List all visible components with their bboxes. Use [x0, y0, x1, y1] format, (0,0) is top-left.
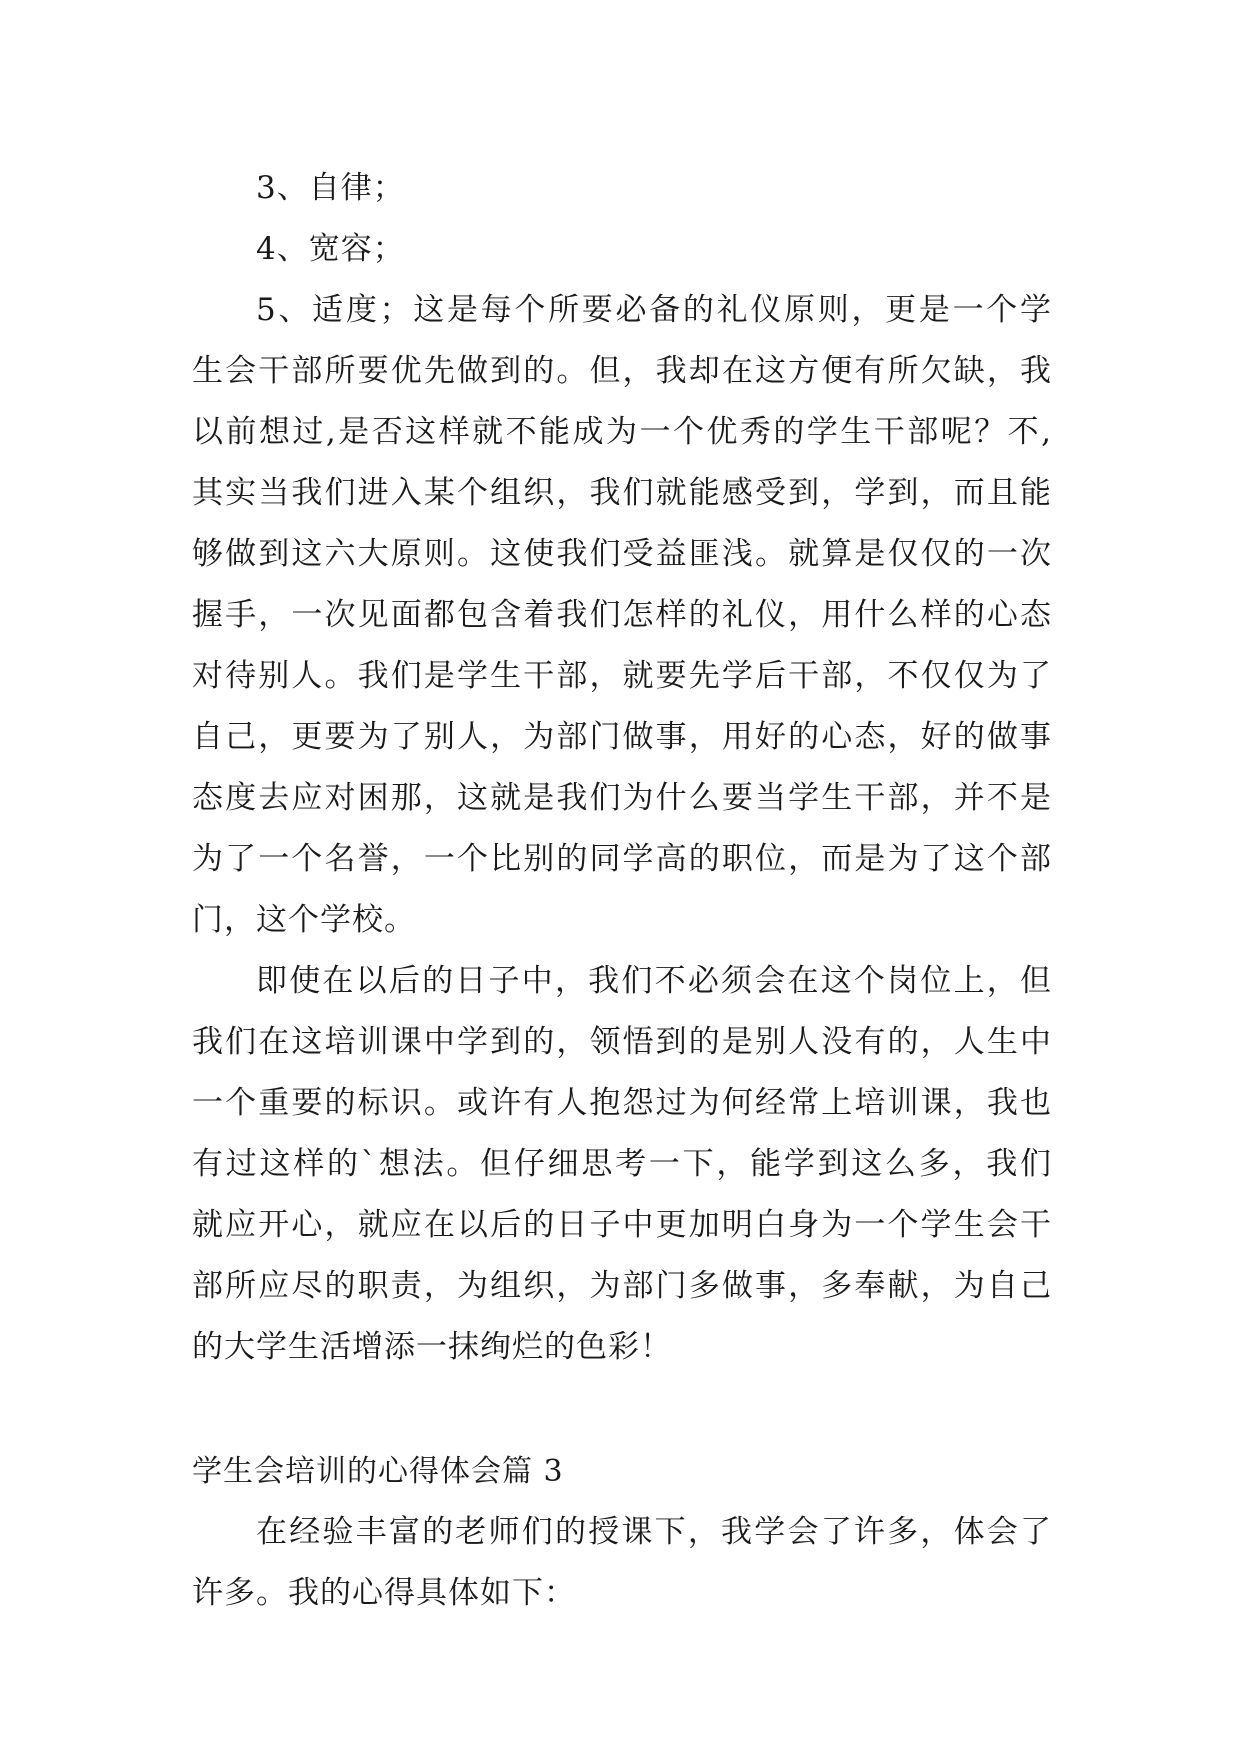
- paragraph-line: 即使在以后的日子中，我们不必须会在这个岗位上，但: [256, 963, 1052, 999]
- paragraph-line: 部所应尽的职责，为组织，为部门多做事，多奉献，为自己: [192, 1268, 1052, 1304]
- paragraph-line: 够做到这六大原则。这使我们受益匪浅。就算是仅仅的一次: [192, 536, 1052, 572]
- paragraph-line: 其实当我们进入某个组织，我们就能感受到，学到，而且能: [192, 475, 1052, 511]
- paragraph-line: 我们在这培训课中学到的，领悟到的是别人没有的，人生中: [192, 1024, 1052, 1060]
- paragraph-line: 门，这个学校。: [192, 902, 416, 938]
- paragraph-intro: [192, 1502, 1052, 1624]
- paragraph-line: 许多。我的心得具体如下：: [192, 1575, 576, 1611]
- list-item-self-discipline: 3、自律；: [256, 170, 405, 206]
- paragraph-line: 一个重要的标识。或许有人抱怨过为何经常上培训课，我也: [192, 1085, 1052, 1121]
- paragraph-line: 握手，一次见面都包含着我们怎样的礼仪，用什么样的心态: [192, 597, 1052, 633]
- paragraph-line: 以前想过,是否这样就不能成为一个优秀的学生干部呢？不,: [192, 414, 1052, 450]
- section-heading: 学生会培训的心得体会篇 3: [192, 1454, 564, 1489]
- paragraph-line: 自己，更要为了别人，为部门做事，用好的心态，好的做事: [192, 719, 1052, 755]
- section-gap: [192, 1378, 1052, 1441]
- paragraph-line: 态度去应对困那，这就是我们为什么要当学生干部，并不是: [192, 780, 1052, 816]
- list-item-tolerance: 4、宽容；: [256, 231, 405, 267]
- paragraph-line: 有过这样的`想法。但仔细思考一下，能学到这么多，我们: [192, 1146, 1052, 1182]
- paragraph-line: 5、适度；这是每个所要必备的礼仪原则，更是一个学: [256, 292, 1052, 328]
- document-body: [192, 158, 1052, 1624]
- paragraph-line: 在经验丰富的老师们的授课下，我学会了许多，体会了: [256, 1514, 1052, 1550]
- paragraph-line: 生会干部所要优先做到的。但，我却在这方便有所欠缺，我: [192, 353, 1052, 389]
- paragraph-line: 为了一个名誉，一个比别的同学高的职位，而是为了这个部: [192, 841, 1052, 877]
- paragraph-reflection: [192, 951, 1052, 1378]
- paragraph-line: 对待别人。我们是学生干部，就要先学后干部，不仅仅为了: [192, 658, 1052, 694]
- paragraph-line: 就应开心，就应在以后的日子中更加明白身为一个学生会干: [192, 1207, 1052, 1243]
- paragraph-moderation: [192, 280, 1052, 951]
- paragraph-line: 的大学生活增添一抹绚烂的色彩！: [192, 1329, 672, 1365]
